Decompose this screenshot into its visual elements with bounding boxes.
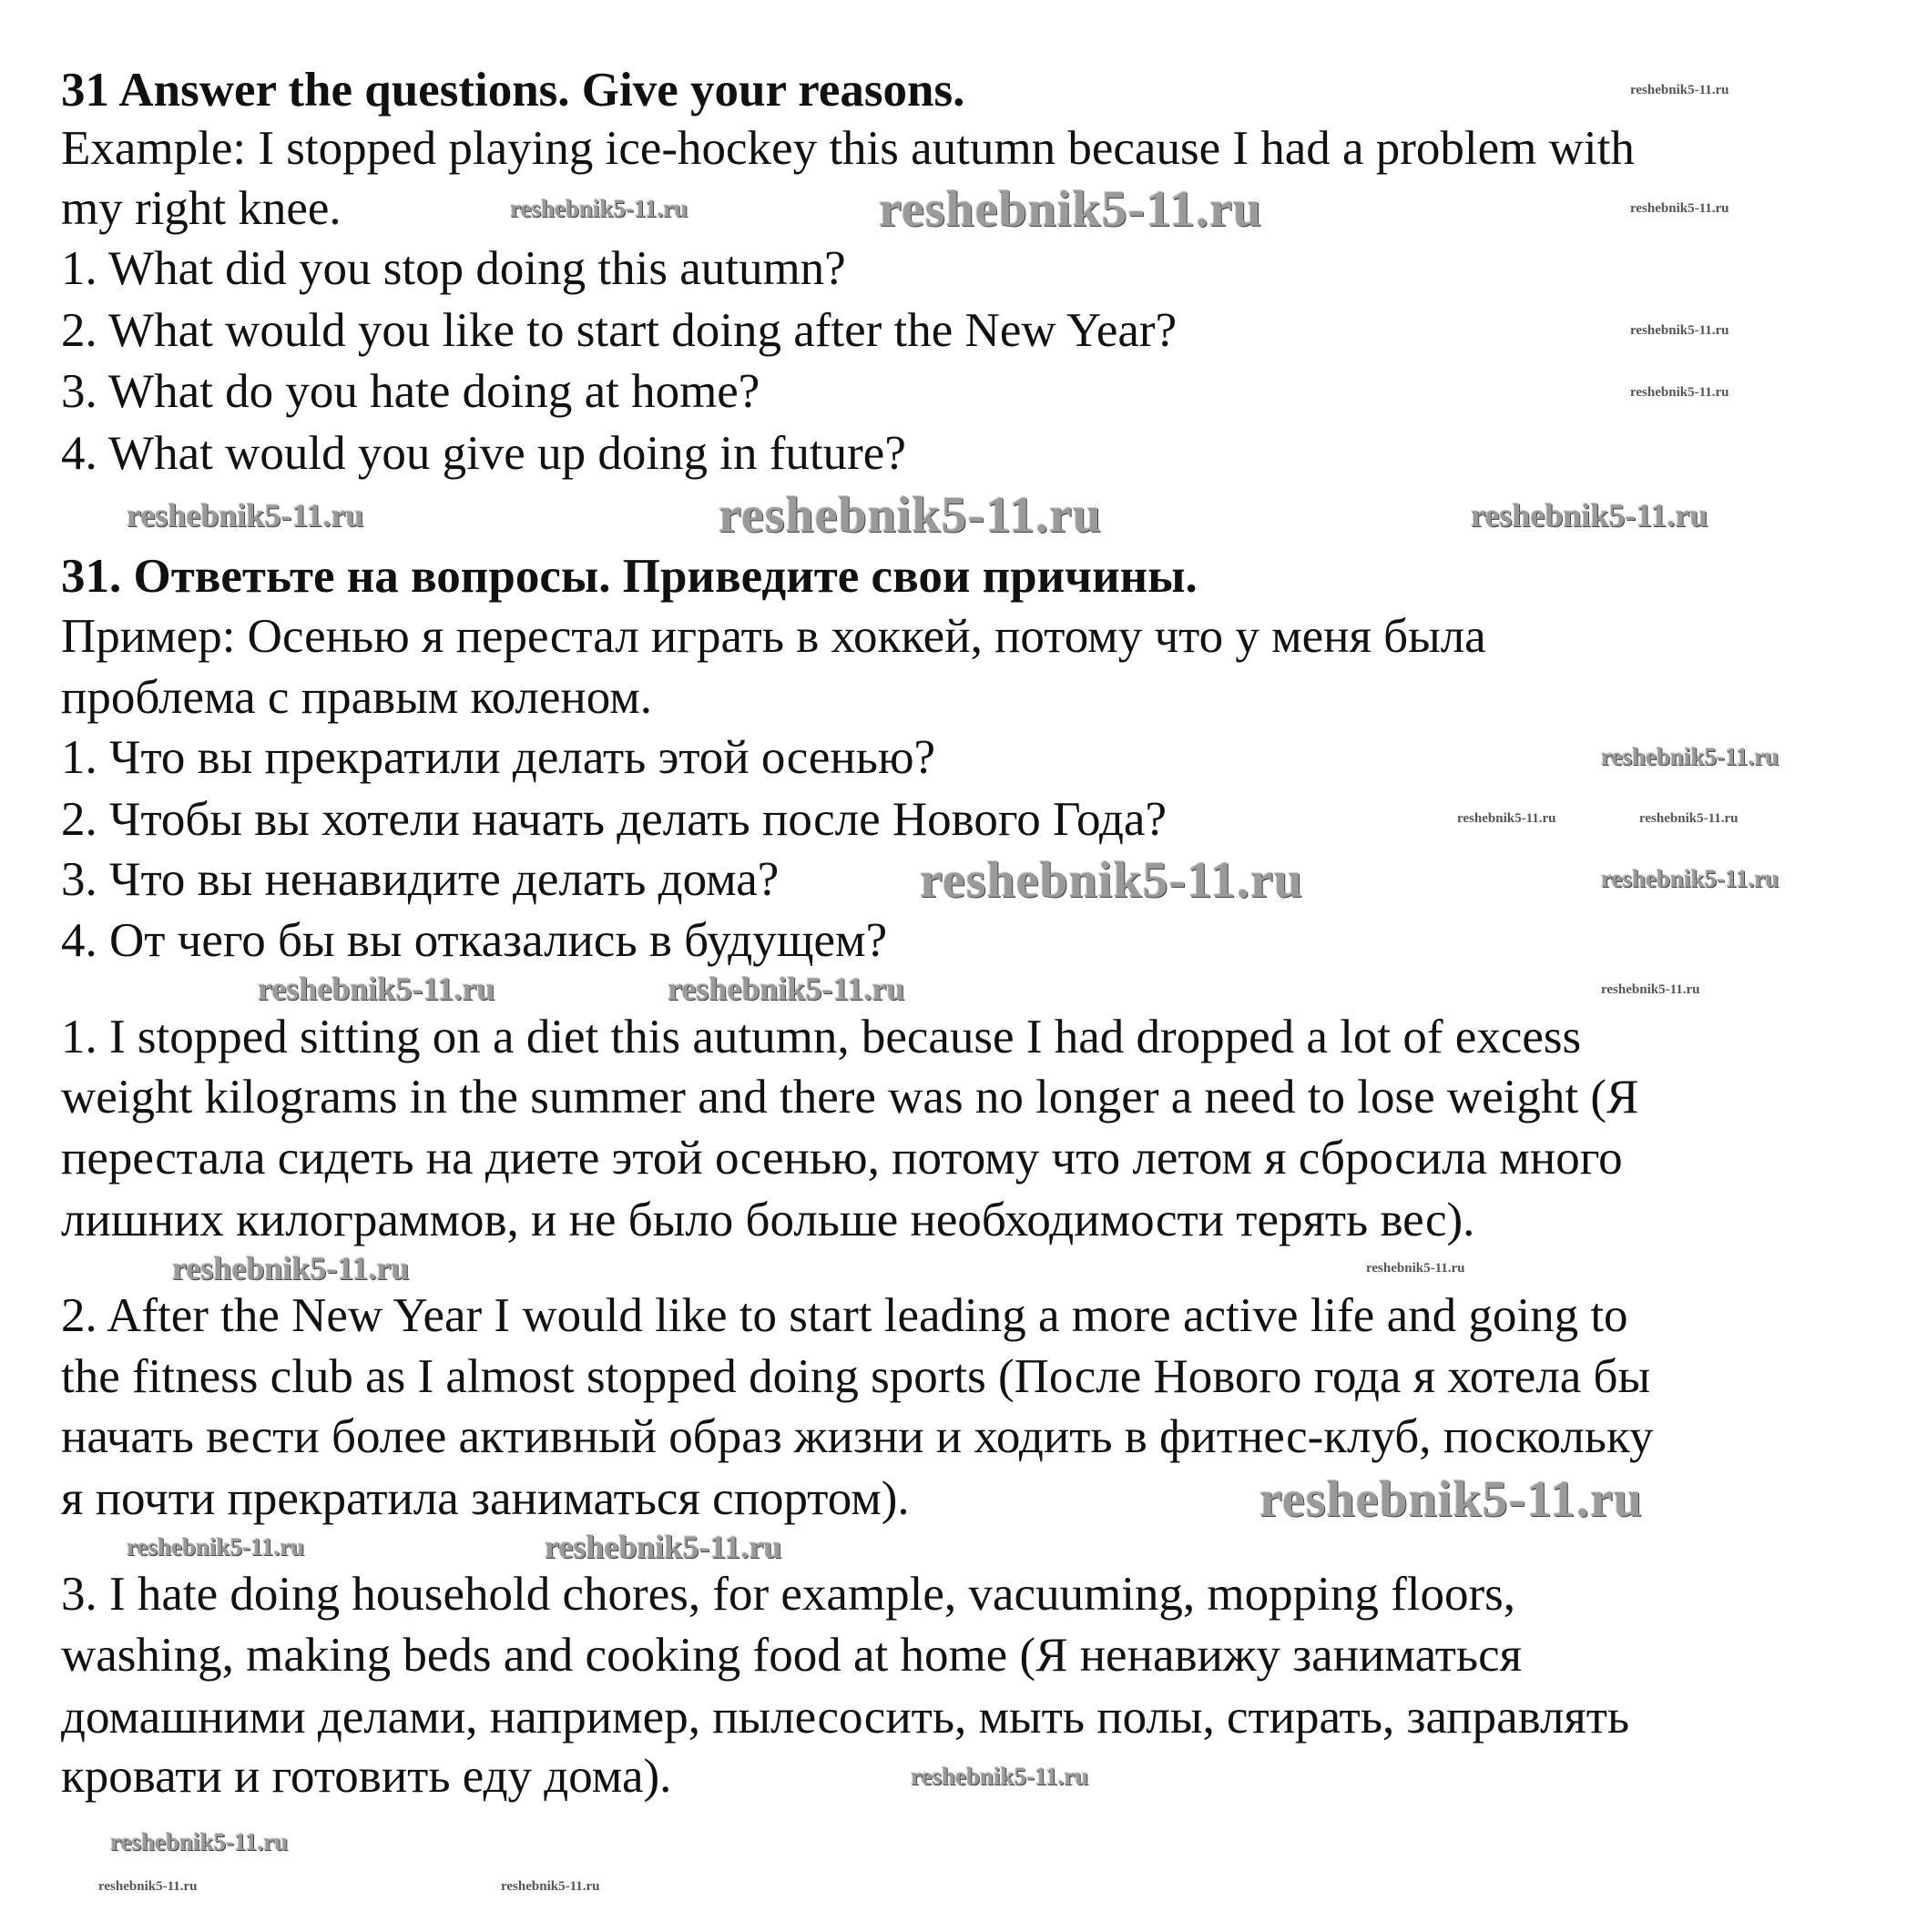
example-line: my right knee.: [61, 182, 342, 235]
english-task-title: 31 Answer the questions. Give your reasons.: [61, 64, 965, 117]
watermark: reshebnik5-11.ru: [1601, 982, 1700, 997]
question: 3. Что вы ненавидите делать дома?: [61, 853, 780, 906]
answer-line: начать вести более активный образ жизни и ходить в фитнес-клуб, поскольку: [61, 1410, 1654, 1463]
answer-line: weight kilograms in the summer and there was no longer a need to lose weight (Я: [61, 1071, 1639, 1124]
question: 1. What did you stop doing this autumn?: [61, 242, 846, 295]
watermark: reshebnik5-11.ru: [1630, 323, 1729, 338]
question: 4. What would you give up doing in future?: [61, 427, 906, 480]
watermark: reshebnik5-11.ru: [1630, 385, 1729, 400]
watermark: reshebnik5-11.ru: [879, 181, 1263, 238]
watermark: reshebnik5-11.ru: [1457, 811, 1556, 826]
example-line: Example: I stopped playing ice-hockey this autumn because I had a problem with: [61, 122, 1635, 175]
watermark: reshebnik5-11.ru: [110, 1828, 289, 1856]
answer-line: washing, making beds and cooking food at home (Я ненавижу заниматься: [61, 1629, 1522, 1682]
watermark: reshebnik5-11.ru: [510, 195, 688, 222]
answer-line: the fitness club as I almost stopped doing sports (После Нового года я хотела бы: [61, 1350, 1651, 1403]
watermark: reshebnik5-11.ru: [1601, 865, 1780, 892]
question: 2. What would you like to start doing after the New Year?: [61, 304, 1178, 357]
question: 3. What do you hate doing at home?: [61, 365, 760, 418]
watermark: reshebnik5-11.ru: [501, 1879, 600, 1894]
example-line: Пример: Осенью я перестал играть в хоккей, потому что у меня была: [61, 610, 1486, 663]
russian-task-title: 31. Ответьте на вопросы. Приведите свои причины.: [61, 550, 1198, 603]
answer-line: 2. After the New Year I would like to start leading a more active life and going to: [61, 1289, 1628, 1342]
example-line: проблема с правым коленом.: [61, 671, 652, 724]
watermark: reshebnik5-11.ru: [1259, 1471, 1644, 1528]
watermark: reshebnik5-11.ru: [668, 971, 905, 1007]
watermark: reshebnik5-11.ru: [1601, 743, 1780, 770]
watermark: reshebnik5-11.ru: [1630, 83, 1729, 97]
answer-line: перестала сидеть на диете этой осенью, потому что летом я сбросила много: [61, 1132, 1623, 1185]
watermark: reshebnik5-11.ru: [127, 1533, 305, 1561]
watermark: reshebnik5-11.ru: [545, 1529, 782, 1565]
question: 2. Чтобы вы хотели начать делать после Нового Года?: [61, 793, 1167, 846]
watermark: reshebnik5-11.ru: [1630, 201, 1729, 216]
question: 4. От чего бы вы отказались в будущем?: [61, 914, 888, 967]
answer-line: домашними делами, например, пылесосить, мыть полы, стирать, заправлять: [61, 1691, 1630, 1744]
answer-line: кровати и готовить еду дома).: [61, 1750, 672, 1803]
answer-line: 3. I hate doing household chores, for example, vacuuming, mopping floors,: [61, 1568, 1516, 1621]
watermark: reshebnik5-11.ru: [1366, 1261, 1465, 1276]
watermark: reshebnik5-11.ru: [172, 1250, 410, 1286]
watermark: reshebnik5-11.ru: [127, 497, 364, 534]
watermark: reshebnik5-11.ru: [1639, 811, 1739, 826]
answer-line: 1. I stopped sitting on a diet this autumn, because I had dropped a lot of excess: [61, 1011, 1582, 1063]
answer-line: лишних килограммов, и не было больше необходимости терять вес).: [61, 1194, 1475, 1246]
watermark: reshebnik5-11.ru: [911, 1763, 1089, 1790]
watermark: reshebnik5-11.ru: [920, 852, 1304, 909]
watermark: reshebnik5-11.ru: [719, 487, 1103, 544]
watermark: reshebnik5-11.ru: [258, 971, 495, 1007]
answer-line: я почти прекратила заниматься спортом).: [61, 1472, 910, 1525]
watermark: reshebnik5-11.ru: [98, 1879, 198, 1894]
watermark: reshebnik5-11.ru: [1471, 497, 1708, 534]
question: 1. Что вы прекратили делать этой осенью?: [61, 731, 936, 784]
